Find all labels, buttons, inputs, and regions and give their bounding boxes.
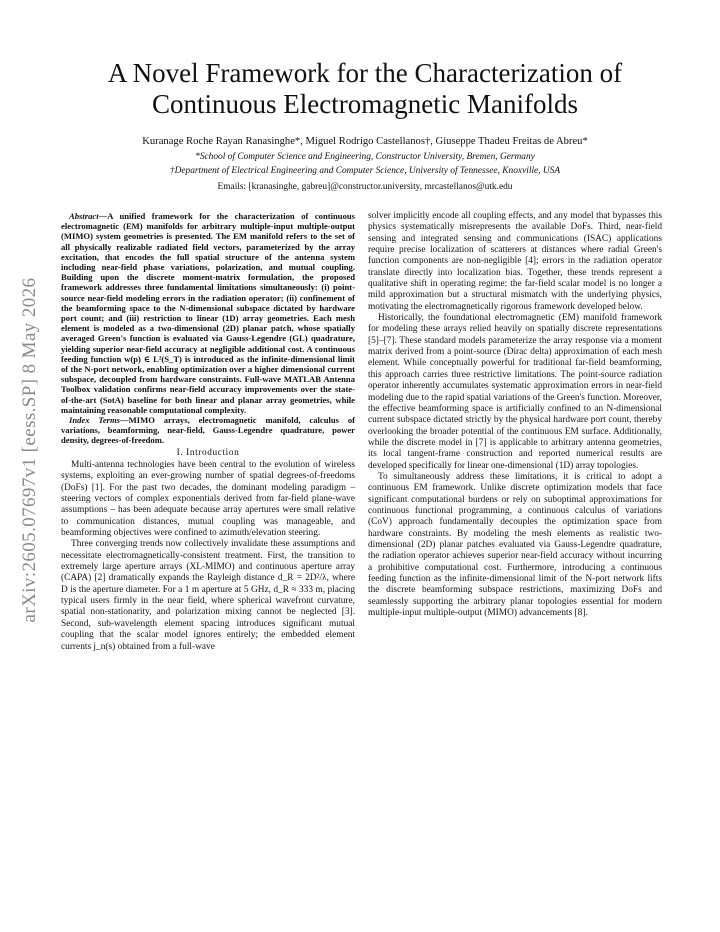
abstract-body: —A unified framework for the characterization of continuous electromagnetic (EM) manifolds for arbitrary multiple-input multiple-output (MIMO) system geometries is presented. The EM manifold refers to the set of all physically realizable radiated field vectors, parameterized by the array excitation, that encodes the full spatial structure of the antenna system including near-field phase variations, polarization, and mutual coupling. Building upon the discrete moment-matrix formulation, the proposed framework addresses three fundamental limitations simultaneously: (i) point-source near-field modeling errors in the radiation operator; (ii) confinement of the beamforming space to the N-dimensional subspace dictated by hardware port count; and (iii) restriction to linear (1D) array geometries. Each mesh element is modeled as a two-dimensional (2D) planar patch, whose spatially averaged Green's function is evaluated via Gauss-Legendre (GL) quadrature, yielding superior near-field accuracy at negligible additional cost. A continuous feeding function w(p) ∈ L²(S_T) is introduced as the infinite-dimensional limit of the N-port network, enabling optimization over a higher dimensional current subspace, decoupled from hardware constraints. Full-wave MATLAB Antenna Toolbox validation confirms near-field accuracy improvements over the state-of-the-art (SotA) baseline for both linear and planar array geometries, while maintaining reasonable computational complexity. (61, 211, 355, 415)
intro-paragraph-1: Multi-antenna technologies have been central to the evolution of wireless systems, exploiting an ever-growing number of spatial degrees-of-freedoms (DoFs) [1]. For the past two decades, the dominant modeling paradigm – steering vectors of complex exponentials derived from far-field plane-wave assumptions – has been adequate because array apertures were small relative to communication distances, mutual coupling was manageable, and beamforming objectives were confined to azimuth/elevation steering. (61, 460, 355, 539)
affiliation-1: *School of Computer Science and Engineering, Constructor University, Bremen, Germany (195, 152, 535, 162)
arxiv-sidebar (10, 250, 50, 650)
author-emails: Emails: [kranasinghe, gabreu]@constructor.university, mrcastellanos@utk.edu (217, 182, 513, 192)
title-line-2: Continuous Electromagnetic Manifolds (152, 89, 578, 119)
section-heading-introduction: I. Introduction (176, 447, 240, 458)
intro-paragraph-2-continued: solver implicitly encode all coupling effects, and any model that bypasses this physics systematically misrepresents the available DoFs. Third, near-field sensing and integrated sensing and communications (ISAC) applications require precise localization of scatterers at distances where radial Green's function components are non-negligible [4]; errors in the radiation operator translate directly into localization bias. Together, these trends represent a qualitative shift in operating regime: the far-field scalar model is no longer a mild approximation but a structural mismatch with the underlying physics, motivating the electromagnetically rigorous framework developed below. (368, 211, 662, 312)
paper-title (60, 58, 670, 120)
index-terms-body: —MIMO arrays, electromagnetic manifold, calculus of variations, beamforming, near-field, Gauss-Legendre quadrature, power density, degrees-of-freedom. (61, 415, 355, 446)
affiliation-2: †Department of Electrical Engineering and Computer Science, University of Tennessee, Knoxville, USA (169, 166, 561, 176)
left-column (61, 211, 355, 653)
right-column (368, 211, 662, 619)
intro-paragraph-4: To simultaneously address these limitations, it is critical to adopt a continuous EM framework. Unlike discrete optimization models that face significant computational burdens or rely on suboptimal approximations for continuous functional programming, a continuous calculus of variations (CoV) approach fundamentally decouples the optimization space from hardware constraints. By modeling the mesh elements as realistic two-dimensional (2D) planar patches evaluated via Gauss-Legendre quadrature, the radiation operator achieves superior near-field accuracy without incurring a prohibitive computational cost. Furthermore, introducing a continuous feeding function as the infinite-dimensional limit of the N-port network lifts the discrete beamforming subspace restrictions, maximizing DoFs and seamlessly supporting the arbitrary planar topologies essential for modern multiple-input multiple-output (MIMO) advancements [8]. (368, 471, 662, 619)
arxiv-identifier: arXiv:2605.07697v1 [eess.SP] 8 May 2026 (19, 277, 40, 623)
abstract-lead: Abstract (69, 211, 99, 221)
intro-paragraph-2: Three converging trends now collectively invalidate these assumptions and necessitate electromagnetically-consistent treatment. First, the transition to extremely large aperture arrays (XL-MIMO) and continuous aperture array (CAPA) [2] dramatically expands the Rayleigh distance d_R = 2D²/λ, where D is the aperture diameter. For a 1 m aperture at 5 GHz, d_R ≈ 333 m, placing typical users firmly in the near field, where spherical wavefront curvature, spatial non-stationarity, and polarization mixing cannot be neglected [3]. Second, sub-wavelength element spacing introduces significant mutual coupling that the scalar model ignores entirely; the embedded element currents j_n(s) obtained from a full-wave (61, 539, 355, 652)
index-terms (61, 415, 355, 446)
index-terms-lead: Index Terms (69, 415, 121, 426)
title-line-1: A Novel Framework for the Characterization of (107, 58, 623, 88)
abstract (61, 211, 355, 415)
intro-paragraph-3: Historically, the foundational electromagnetic (EM) manifold framework for modeling these arrays relied heavily on spatially discrete representations [5]–[7]. These standard models parameterize the array response via a moment matrix derived from a point-source (Dirac delta) approximation of each mesh element. While conceptually powerful for traditional far-field beamforming, this approach carries three restrictive limitations. The point-source radiation operator inherently accumulates systematic approximation errors in near-field modeling due to the rapid spatial variations of the Green's function. Moreover, the effective beamforming space is artificially confined to an N-dimensional current subspace dictated strictly by the physical hardware port count, thereby overlooking the broader potential of the continuous EM surface. Additionally, while the discrete model in [7] is applicable to arbitrary antenna geometries, its local tangent-frame construction and reported numerical results are developed specifically for linear one-dimensional (1D) array topologies. (368, 313, 662, 471)
author-list: Kuranage Roche Rayan Ranasinghe*, Miguel Rodrigo Castellanos†, Giuseppe Thadeu Freitas de Abreu* (142, 136, 588, 147)
